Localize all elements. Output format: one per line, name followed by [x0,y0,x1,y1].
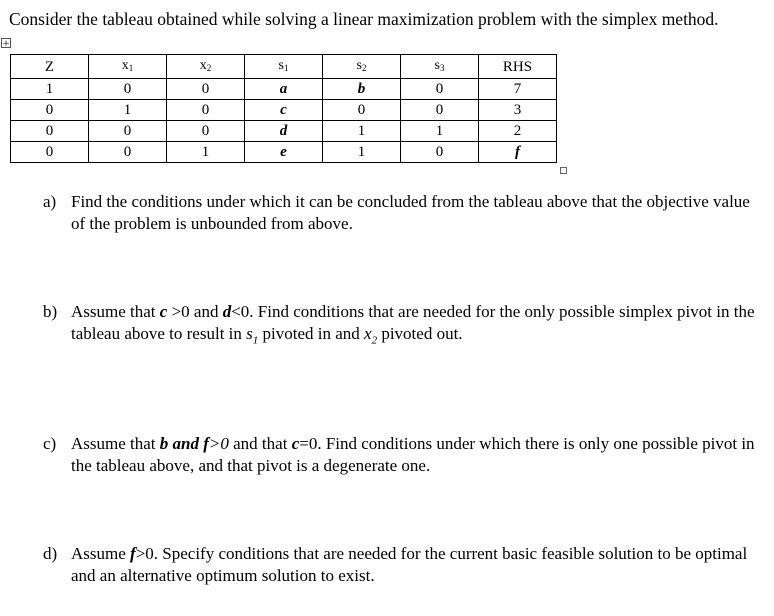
header-cell: $x_1$ [89,55,167,79]
header-cell: $s_1$ [245,55,323,79]
question-c [43,433,763,477]
table-row [11,121,557,142]
question-d [43,543,763,587]
table-cell: 3 [479,100,557,121]
question-text: Find the conditions under which it can be concluded from the tableau above that the objective value of the problem is unbounded from above. [71,192,750,233]
table-cell: 0 [401,100,479,121]
table-cell: c [245,100,323,121]
header-cell: $s_2$ [323,55,401,79]
table-cell: e [245,142,323,163]
table-cell: 0 [11,100,89,121]
table-cell: 0 [167,79,245,100]
question-label: d) [43,544,58,563]
table-cell: 2 [479,121,557,142]
table-cell: 0 [323,100,401,121]
question-text: Assume f>0. Specify conditions that are needed for the current basic feasible solution to be optimal and an alternative optimum solution to exist. [71,544,748,585]
table-cell: 0 [89,142,167,163]
question-label: b) [43,302,58,321]
table-cell: f [479,142,557,163]
table-cell: 0 [11,121,89,142]
header-cell: Z [11,55,89,79]
table-cell: 7 [479,79,557,100]
table-cell: 0 [11,142,89,163]
table-cell: 0 [89,79,167,100]
tableau-header-row [11,55,557,79]
question-label: a) [43,192,57,211]
table-row [11,79,557,100]
table-cell: b [323,79,401,100]
header-cell: $x_2$ [167,55,245,79]
table-cell: 0 [167,100,245,121]
question-a [43,191,763,235]
table-cell: d [245,121,323,142]
question-label: c) [43,434,57,453]
simplex-tableau [10,54,557,163]
table-resize-handle[interactable] [560,167,567,174]
table-cell: 1 [401,121,479,142]
table-cell: 1 [89,100,167,121]
table-cell: a [245,79,323,100]
question-text: Assume that c >0 and d<0. Find conditions that are needed for the only possible simplex pivot in the tableau above to result in $s_1$ pivoted in and $x_2$ pivoted out. [71,302,755,347]
table-cell: 1 [167,142,245,163]
header-cell: RHS [479,55,557,79]
table-row [11,142,557,163]
intro-text: Consider the tableau obtained while solving a linear maximization problem with the simplex method. [9,9,719,29]
table-cell: 0 [401,79,479,100]
table-cell: 1 [11,79,89,100]
table-row [11,100,557,121]
table-cell: 1 [323,142,401,163]
header-cell: $s_3$ [401,55,479,79]
table-move-handle-icon[interactable]: + [2,39,10,49]
table-cell: 0 [401,142,479,163]
table-cell: 1 [323,121,401,142]
table-cell: 0 [89,121,167,142]
table-cell: 0 [167,121,245,142]
question-text: Assume that b and f>0 and that c=0. Find conditions under which there is only one possible pivot in the tableau above, and that pivot is a degenerate one. [71,434,755,475]
question-b [43,301,763,351]
